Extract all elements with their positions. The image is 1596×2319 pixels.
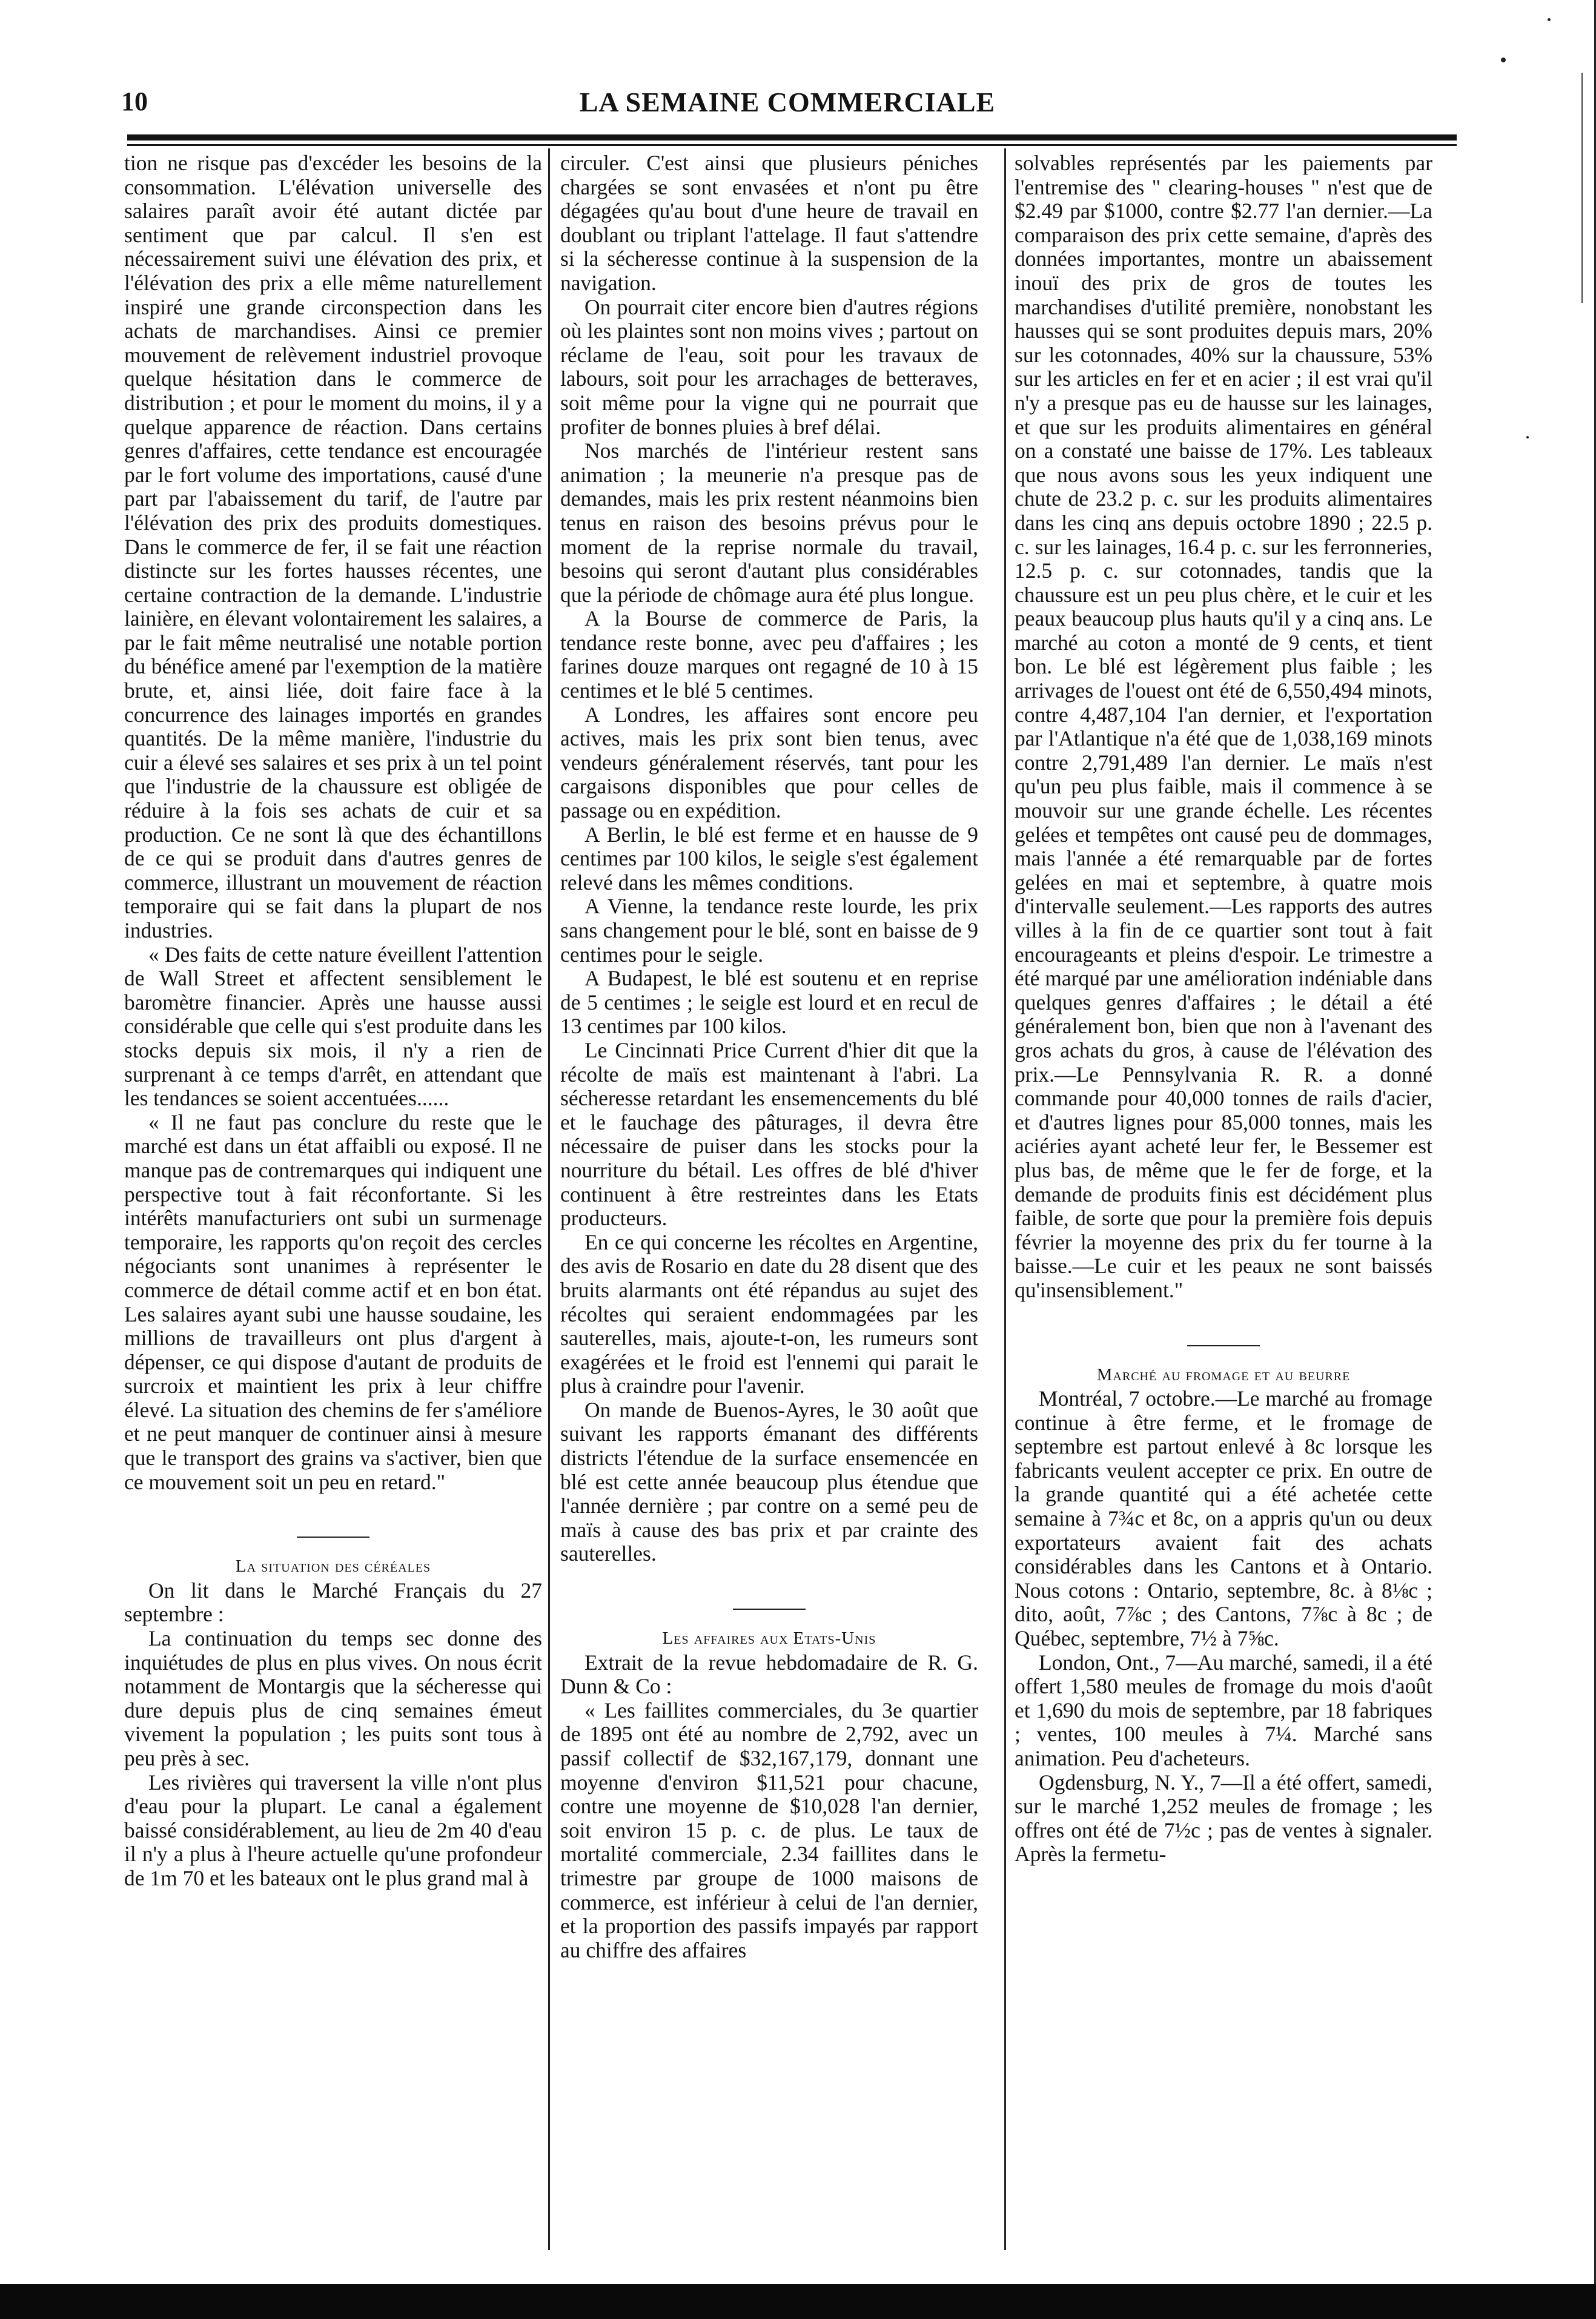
article-paragraph: A Berlin, le blé est ferme et en hausse de 9 centimes par 100 kilos, le seigle s'est également relevé dans les mêmes conditions. xyxy=(560,822,978,895)
section-heading-fromage: Marché au fromage et au beurre xyxy=(1096,1365,1351,1384)
article-paragraph: solvables représentés par les paiements par l'entremise des " clearing-houses " n'est que de $2.49 par $1000, contre $2.77 l'an dernier.—La comparaison des prix cette semaine, d'après des données importantes, montre un abaissement inouï des prix de gros de toutes les marchandises d'utilité première, nonobstant les hausses qui se sont produites depuis mars, 20% sur les cotonnades, 40% sur la chaussure, 53% sur les articles en fer et en acier ; il est vrai qu'il n'y a presque pas eu de hausse sur les lainages, et que sur les produits alimentaires en général on a constaté une baisse de 17%. Les tableaux que nous avons sous les yeux indiquent une chute de 23.2 p. c. sur les produits alimentaires dans les cinq ans depuis octobre 1890 ; 22.5 p. c. sur les lainages, 16.4 p. c. sur les ferronneries, 12.5 p. c. sur cotonnades, tandis que la chaussure est un peu plus chère, et le cuir et les peaux beaucoup plus hauts qu'il y a cinq ans. Le marché au coton a monté de 9 cents, et tient bon. Le blé est légèrement plus faible ; les arrivages de l'ouest ont été de 6,550,494 minots, contre 4,487,104 l'an dernier, et l'exportation par l'Atlantique n'a été que de 1,038,169 minots contre 2,791,489 l'an dernier. Le maïs n'est qu'un peu plus faible, mais il commence à se mouvoir sur une grande échelle. Les récentes gelées et tempêtes ont causé peu de dommages, mais l'année a été remarquable par de fortes gelées en mai et septembre, à quatre mois d'intervalle seulement.—Les rapports des autres villes à la fin de ce quartier sont tout à fait encourageants et pleins d'espoir. Le trimestre a été marqué par une amélioration indéniable dans quelques genres d'affaires ; le détail a été généralement bon, bien que non à l'avenant des gros achats du gros, à cause de l'élévation des prix.—Le Pennsylvania R. R. a donné commande pour 40,000 tonnes de rails d'acier, et d'autres lignes pour 85,000 tonnes, mais les aciéries ayant acheté leur fer, le Bessemer est plus bas, de même que le fer de forge, et la demande de produits finis est décidément plus faible, de sorte que pour la première fois depuis février la moyenne des prix du fer tourne à la baisse.—Le cuir et les peaux ne sont baissés qu'insensiblement." xyxy=(1015,151,1432,1302)
article-paragraph: En ce qui concerne les récoltes en Argentine, des avis de Rosario en date du 28 disent que des bruits alarmants ont été répandus au sujet des récoltes qui seraient endommagées par les sauterelles, mais, ajoute-t-on, les rumeurs sont exagérées et le froid est l'ennemi qui parait le plus à craindre pour l'avenir. xyxy=(560,1229,978,1398)
article-paragraph: La continuation du temps sec donne des inquiétudes de plus en plus vives. On nous écrit notamment de Montargis que la sécheresse qui dure depuis plus de cinq semaines émeut vivement la population ; les puits sont tous à peu près à sec. xyxy=(124,1626,542,1770)
article-paragraph: On lit dans le Marché Français du 27 septembre : xyxy=(124,1578,542,1627)
scan-speck xyxy=(1548,18,1551,21)
article-paragraph: « Il ne faut pas conclure du reste que le marché est dans un état affaibli ou exposé. Il ne manque pas de contremarques qui indiquent une perspective tout à fait réconfortante. Si les intérêts manufacturiers ont subi un surmenage temporaire, les rapports qu'on reçoit des cercles négociants sont unanimes à représenter le commerce de détail comme actif et en bon état. Les salaires ayant subi une hausse soudaine, les millions de travailleurs ont plus d'argent à dépenser, ce qui dispose d'autant de produits de surcroix et maintient les prix à leur chiffre élevé. La situation des chemins de fer s'améliore et ne peut manquer de continuer ainsi à mesure que le transport des grains va s'activer, bien que ce mouvement soit un peu en retard." xyxy=(124,1110,542,1494)
article-paragraph: Extrait de la revue hebdomadaire de R. G. Dunn & Co : xyxy=(560,1650,978,1699)
article-paragraph: A Vienne, la tendance reste lourde, les prix sans changement pour le blé, sont en baisse de 9 centimes pour le seigle. xyxy=(560,894,978,967)
section-heading-cereales: La situation des céréales xyxy=(235,1556,431,1576)
header-rule-thin xyxy=(127,144,1457,146)
scan-speck xyxy=(1526,436,1529,438)
article-paragraph: A la Bourse de commerce de Paris, la tendance reste bonne, avec peu d'affaires ; les farines douze marques ont regagné de 10 à 15 centimes et le blé 5 centimes. xyxy=(560,606,978,703)
section-separator xyxy=(733,1609,806,1610)
page-title: LA SEMAINE COMMERCIALE xyxy=(579,87,996,117)
article-paragraph: circuler. C'est ainsi que plusieurs péniches chargées se sont envasées et n'ont pu être dégagées qu'au bout d'une heure de travail en doublant ou triplant l'attelage. Il faut s'attendre si la sécheresse continue à la suspension de la navigation. xyxy=(560,151,978,295)
article-paragraph: tion ne risque pas d'excéder les besoins de la consommation. L'élévation universelle des salaires paraît avoir été autant dictée par sentiment que par calcul. Il s'en est nécessairement suivi une élévation des prix, et l'élévation des prix a elle même naturellement inspiré une grande circonspection dans les achats de marchandises. Ainsi ce premier mouvement de relèvement industriel provoque quelque hésitation dans le commerce de distribution ; et pour le moment du moins, il y a quelque apparence de réaction. Dans certains genres d'affaires, cette tendance est encouragée par le fort volume des importations, causé d'une part par l'abaissement du tarif, de l'autre par l'élévation des prix des produits domestiques. Dans le commerce de fer, il se fait une réaction distincte sur les fortes hausses récentes, une certaine contraction de la demande. L'industrie lainière, en élevant volontairement les salaires, a par le fait même neutralisé une notable portion du bénéfice amené par l'exemption de la matière brute, et, ainsi liée, doit faire face à la concurrence des lainages importés en grandes quantités. De la même manière, l'industrie du cuir a élevé ses salaires et ses prix à un tel point que l'industrie de la chaussure est obligée de réduire à la fois ses achats de cuir et sa production. Ce ne sont là que des échantillons de ce qui se produit dans d'autres genres de commerce, illustrant un mouvement de réaction temporaire qui se fait dans la plupart de nos industries. xyxy=(124,151,542,942)
page-number: 10 xyxy=(121,87,148,116)
article-paragraph: Le Cincinnati Price Current d'hier dit que la récolte de maïs est maintenant à l'abri. La sécheresse retardant les ensemencements du blé et le fauchage des pâturages, il devra être nécessaire de puiser dans les stocks pour la nourriture du bétail. Les offres de blé d'hiver continuent à être restreintes dans les Etats producteurs. xyxy=(560,1037,978,1231)
article-paragraph: London, Ont., 7—Au marché, samedi, il a été offert 1,580 meules de fromage du mois d'août et 1,690 du mois de septembre, par 18 fabriques ; ventes, 100 meules à 7¼. Marché sans animation. Peu d'acheteurs. xyxy=(1015,1650,1432,1770)
page-header xyxy=(121,86,1454,122)
scan-artifact xyxy=(1581,73,1583,303)
article-paragraph: Les rivières qui traversent la ville n'ont plus d'eau pour la plupart. Le canal a également baissé considérablement, au lieu de 2m 40 d'eau il n'y a plus à l'heure actuelle qu'une profondeur de 1m 70 et les bateaux ont le plus grand mal à xyxy=(124,1770,542,1890)
article-paragraph: A Londres, les affaires sont encore peu actives, mais les prix sont bien tenus, avec vendeurs généralement réservés, tant pour les cargaisons disponibles que pour celles de passage ou en expédition. xyxy=(560,702,978,823)
section-separator xyxy=(1187,1345,1260,1346)
column-3 xyxy=(1015,151,1432,1867)
column-divider xyxy=(548,148,550,2250)
column-2 xyxy=(560,151,978,1962)
article-paragraph: « Des faits de cette nature éveillent l'attention de Wall Street et affectent sensiblement le baromètre financier. Après une hausse aussi considérable que celle qui s'est produite dans les stocks depuis six mois, il n'y a rien de surprenant à ce temps d'arrêt, en attendant que les tendances se soient accentuées...... xyxy=(124,942,542,1111)
article-paragraph: Ogdensburg, N. Y., 7—Il a été offert, samedi, sur le marché 1,252 meules de fromage ; les offres ont été de 7½c ; pas de ventes à signaler. Après la fermetu- xyxy=(1015,1770,1432,1867)
section-separator xyxy=(297,1537,369,1538)
header-rule-thick xyxy=(127,134,1457,141)
article-paragraph: On pourrait citer encore bien d'autres régions où les plaintes sont non moins vives ; partout on réclame de l'eau, soit pour les travaux de labours, soit pour les arrachages de betteraves, soit même pour la vigne qui ne pourrait que profiter de bonnes pluies à bref délai. xyxy=(560,294,978,439)
column-divider xyxy=(1004,148,1006,2250)
section-heading-etats-unis: Les affaires aux Etats-Unis xyxy=(662,1629,876,1649)
article-paragraph: Montréal, 7 octobre.—Le marché au fromage continue à être ferme, et le fromage de septembre est partout enlevé à 8c lorsque les fabricants veulent accepter ce prix. En outre de la grande quantité qui a été achetée cette semaine à 7¾c et 8c, on a appris qu'un ou deux exportateurs avaient fait des achats considérables dans les Cantons et à Ontario. Nous cotons : Ontario, septembre, 8c. à 8⅛c ; dito, août, 7⅞c ; des Cantons, 7⅞c à 8c ; de Québec, septembre, 7½ à 7⅝c. xyxy=(1015,1386,1432,1651)
column-1 xyxy=(124,151,542,1891)
scan-bottom-border xyxy=(0,2284,1596,2319)
article-paragraph: On mande de Buenos-Ayres, le 30 août que suivant les rapports émanant des différents districts l'étendue de la surface ensemencée en blé est cette année beaucoup plus étendue que l'année dernière ; par contre on a semé peu de maïs à cause des bas prix et par crainte des sauterelles. xyxy=(560,1397,978,1566)
article-paragraph: Nos marchés de l'intérieur restent sans animation ; la meunerie n'a presque pas de demandes, mais les prix restent néanmoins bien tenus en raison des besoins prévus pour le moment de la reprise normale du travail, besoins qui seront d'autant plus considérables que la période de chômage aura été plus longue. xyxy=(560,438,978,607)
article-paragraph: « Les faillites commerciales, du 3e quartier de 1895 ont été au nombre de 2,792, avec un passif collectif de $32,167,179, donnant une moyenne d'environ $11,521 pour chacune, contre une moyenne de $10,028 l'an dernier, soit environ 15 p. c. de plus. Le taux de mortalité commerciale, 2.34 faillites dans le trimestre par groupe de 1000 maisons de commerce, est inférieur à celui de l'an dernier, et la proportion des passifs impayés par rapport au chiffre des affaires xyxy=(560,1698,978,1962)
article-paragraph: A Budapest, le blé est soutenu et en reprise de 5 centimes ; le seigle est lourd et en recul de 13 centimes par 100 kilos. xyxy=(560,966,978,1039)
scan-speck xyxy=(1501,58,1506,62)
